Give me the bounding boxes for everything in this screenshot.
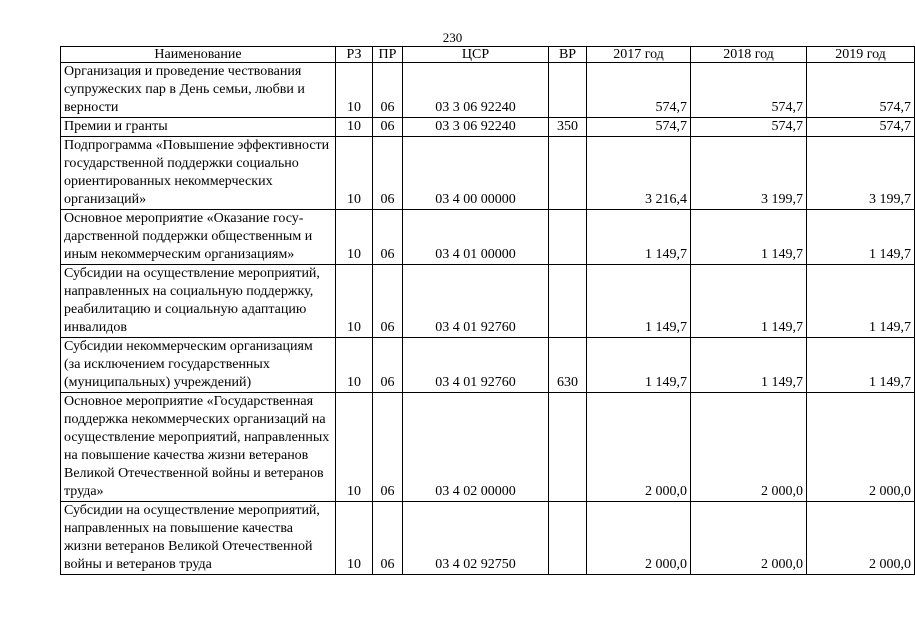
row-rz: 10 [336,338,373,393]
row-name: Основное мероприятие «Государственная поддержка некоммерческих организаций на осуществление мероприятий, направленных на повышение качества жизни ветеранов Великой Отечественной войны и ветеранов труда» [61,393,336,502]
row-2019: 574,7 [807,118,915,137]
row-name: Подпрограмма «Повышение эффективности государственной поддержки социально ориентированных некоммерческих организаций» [61,137,336,210]
row-vr [549,137,587,210]
row-rz: 10 [336,502,373,575]
row-2018: 3 199,7 [691,137,807,210]
row-name: Организация и проведение чествования супружеских пар в День семьи, любви и верности [61,63,336,118]
header-2019: 2019 год [807,47,915,63]
table-row [61,393,915,502]
table-row [61,118,915,137]
row-csr: 03 3 06 92240 [403,118,549,137]
row-rz: 10 [336,210,373,265]
row-2019: 2 000,0 [807,393,915,502]
row-rz: 10 [336,137,373,210]
row-vr: 630 [549,338,587,393]
row-2018: 574,7 [691,118,807,137]
row-pr: 06 [373,265,403,338]
header-csr: ЦСР [403,47,549,63]
row-2019: 1 149,7 [807,265,915,338]
row-pr: 06 [373,393,403,502]
table-row [61,338,915,393]
table-row [61,265,915,338]
header-rz: РЗ [336,47,373,63]
row-vr [549,265,587,338]
row-2018: 1 149,7 [691,210,807,265]
row-pr: 06 [373,137,403,210]
row-rz: 10 [336,393,373,502]
row-2017: 3 216,4 [587,137,691,210]
row-vr [549,502,587,575]
row-2017: 574,7 [587,118,691,137]
table-row [61,137,915,210]
row-rz: 10 [336,118,373,137]
table-row [61,63,915,118]
row-2019: 1 149,7 [807,210,915,265]
row-name: Основное мероприятие «Оказание государственной поддержки общественным и иным некоммерческим организациям» [61,210,336,265]
row-rz: 10 [336,63,373,118]
row-pr: 06 [373,210,403,265]
row-vr: 350 [549,118,587,137]
row-2019: 574,7 [807,63,915,118]
row-rz: 10 [336,265,373,338]
row-name: Премии и гранты [61,118,336,137]
header-name: Наименование [61,47,336,63]
row-csr: 03 3 06 92240 [403,63,549,118]
table-header-row [61,47,915,63]
row-2018: 2 000,0 [691,393,807,502]
row-vr [549,63,587,118]
row-2018: 2 000,0 [691,502,807,575]
row-2019: 3 199,7 [807,137,915,210]
row-pr: 06 [373,502,403,575]
row-2019: 2 000,0 [807,502,915,575]
row-2017: 2 000,0 [587,393,691,502]
header-vr: ВР [549,47,587,63]
row-pr: 06 [373,118,403,137]
row-name: Субсидии на осуществление мероприятий, направленных на повышение качества жизни ветеранов Великой Отечественной войны и ветеранов труда [61,502,336,575]
row-csr: 03 4 01 92760 [403,338,549,393]
table-row [61,502,915,575]
row-name: Субсидии на осуществление мероприятий, направленных на социальную поддержку, реабилитацию и социальную адаптацию инвалидов [61,265,336,338]
row-2018: 1 149,7 [691,265,807,338]
row-pr: 06 [373,63,403,118]
header-2018: 2018 год [691,47,807,63]
row-2019: 1 149,7 [807,338,915,393]
row-name: Субсидии некоммерческим организациям (за исключением государственных (муниципальных) учреждений) [61,338,336,393]
row-2017: 2 000,0 [587,502,691,575]
row-2017: 574,7 [587,63,691,118]
row-2017: 1 149,7 [587,265,691,338]
row-csr: 03 4 01 92760 [403,265,549,338]
row-csr: 03 4 00 00000 [403,137,549,210]
row-2018: 574,7 [691,63,807,118]
row-csr: 03 4 02 00000 [403,393,549,502]
row-2018: 1 149,7 [691,338,807,393]
table-row [61,210,915,265]
header-2017: 2017 год [587,47,691,63]
row-csr: 03 4 02 92750 [403,502,549,575]
header-pr: ПР [373,47,403,63]
row-vr [549,210,587,265]
row-csr: 03 4 01 00000 [403,210,549,265]
row-pr: 06 [373,338,403,393]
row-2017: 1 149,7 [587,210,691,265]
budget-table [60,46,915,575]
row-2017: 1 149,7 [587,338,691,393]
page-number: 230 [442,30,463,45]
row-vr [549,393,587,502]
